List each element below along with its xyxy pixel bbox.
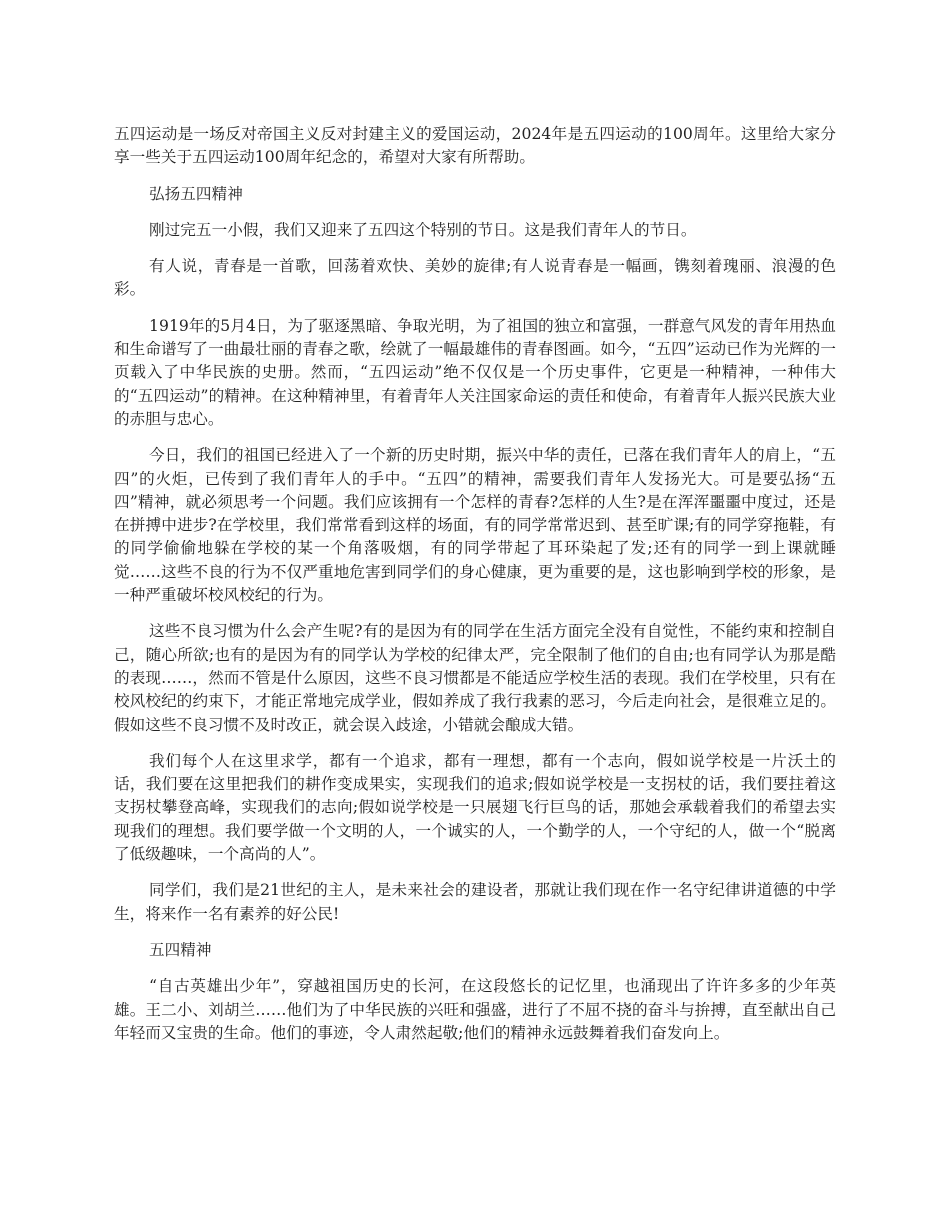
body-paragraph: 有人说，青春是一首歌，回荡着欢快、美妙的旋律;有人说青春是一幅画，镌刻着瑰丽、浪漫的色彩。 [114, 257, 836, 299]
body-paragraph: “自古英雄出少年”，穿越祖国历史的长河，在这段悠长的记忆里，也涌现出了许许多多的少年英雄。王二小、刘胡兰……他们为了中华民族的兴旺和强盛，进行了不屈不挠的奋斗与拚搏，直至献出自己年轻而又宝贵的生命。他们的事迹，令人肃然起敬;他们的精神永远鼓舞着我们奋发向上。 [114, 977, 836, 1042]
document-page [114, 123, 836, 1058]
body-paragraph: 1919年的5月4日，为了驱逐黑暗、争取光明，为了祖国的独立和富强，一群意气风发的青年用热血和生命谱写了一曲最壮丽的青春之歌，绘就了一幅最雄伟的青春图画。如今，“五四”运动已作为光辉的一页载入了中华民族的史册。然而，“五四运动”绝不仅仅是一个历史事件，它更是一种精神，一种伟大的“五四运动”的精神。在这种精神里，有着青年人关注国家命运的责任和使命，有着青年人振兴民族大业的赤胆与忠心。 [114, 316, 836, 428]
section-heading-wusi-jingshen: 五四精神 [149, 940, 212, 959]
body-paragraph: 今日，我们的祖国已经进入了一个新的历史时期，振兴中华的责任，已落在我们青年人的肩上，“五四”的火炬，已传到了我们青年人的手中。“五四”的精神，需要我们青年人发扬光大。可是要弘扬“五四”精神，就必须思考一个问题。我们应该拥有一个怎样的青春?怎样的人生?是在浑浑噩噩中度过，还是在拼搏中进步?在学校里，我们常常看到这样的场面，有的同学常常迟到、甚至旷课;有的同学穿拖鞋，有的同学偷偷地躲在学校的某一个角落吸烟，有的同学带起了耳环染起了发;还有的同学一到上课就睡觉……这些不良的行为不仅严重地危害到同学们的身心健康，更为重要的是，这也影响到学校的形象，是一种严重破坏校风校纪的行为。 [114, 446, 836, 605]
section-heading-hongyang: 弘扬五四精神 [149, 184, 243, 203]
body-paragraph: 刚过完五一小假，我们又迎来了五四这个特别的节日。这是我们青年人的节日。 [149, 220, 697, 239]
intro-paragraph: 五四运动是一场反对帝国主义反对封建主义的爱国运动，2024年是五四运动的100周年。这里给大家分享一些关于五四运动100周年纪念的，希望对大家有所帮助。 [114, 125, 836, 167]
body-paragraph: 我们每个人在这里求学，都有一个追求，都有一理想，都有一个志向，假如说学校是一片沃土的话，我们要在这里把我们的耕作变成果实，实现我们的追求;假如说学校是一支拐杖的话，我们要拄着这支拐杖攀登高峰，实现我们的志向;假如说学校是一只展翅飞行巨鸟的话，那她会承载着我们的希望去实现我们的理想。我们要学做一个文明的人，一个诚实的人，一个勤学的人，一个守纪的人，做一个“脱离了低级趣味，一个高尚的人”。 [114, 751, 836, 864]
body-paragraph: 同学们，我们是21世纪的主人，是未来社会的建设者，那就让我们现在作一名守纪律讲道德的中学生，将来作一名有素养的好公民! [114, 881, 836, 923]
body-paragraph: 这些不良习惯为什么会产生呢?有的是因为有的同学在生活方面完全没有自觉性，不能约束和控制自己，随心所欲;也有的是因为有的同学认为学校的纪律太严，完全限制了他们的自由;也有同学认为那是酷的表现……，然而不管是什么原因，这些不良习惯都是不能适应学校生活的表现。我们在学校里，只有在校风校纪的约束下，才能正常地完成学业，假如养成了我行我素的恶习，今后走向社会，是很难立足的。假如这些不良习惯不及时改正，就会误入歧途，小错就会酿成大错。 [114, 622, 836, 734]
